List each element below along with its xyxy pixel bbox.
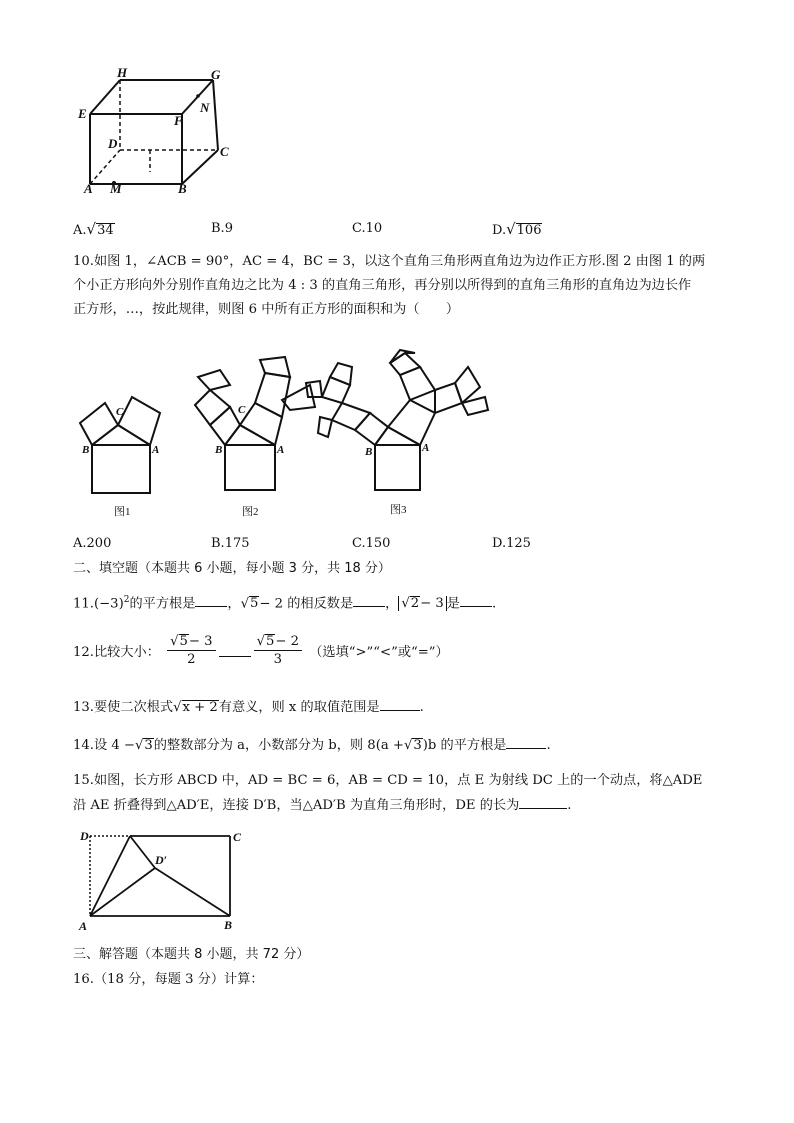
q9-option-a[interactable]: A.√34 bbox=[73, 220, 114, 238]
fig2-label-b: B bbox=[215, 444, 223, 456]
cuboid-label-b: B bbox=[178, 181, 187, 196]
q11-blank-1[interactable] bbox=[195, 594, 227, 607]
rectangle-fold-figure bbox=[75, 826, 250, 934]
q11-blank-3[interactable] bbox=[460, 594, 492, 607]
cuboid-label-f: F bbox=[174, 113, 183, 128]
fig1-label-c: C bbox=[116, 406, 124, 418]
cuboid-label-h: H bbox=[117, 65, 128, 80]
q14-blank[interactable] bbox=[506, 736, 546, 749]
q10-option-b[interactable]: B.175 bbox=[211, 536, 250, 551]
q15-blank[interactable] bbox=[519, 796, 567, 809]
fig3-label-a: A bbox=[422, 442, 430, 454]
rect-label-dprime: D′ bbox=[155, 853, 168, 867]
figure-2 bbox=[195, 357, 315, 490]
q11: $11.(-3)^2$的平方根是 ，√5− 2 的相反数是 ， √2− 3 是 . bbox=[73, 595, 497, 612]
cuboid-label-n: N bbox=[200, 100, 210, 115]
q13: 13.要使二次根式√x + 2有意义，则 x 的取值范围是 . bbox=[73, 700, 424, 715]
q16-heading: 16.（18 分，每题 3 分）计算： bbox=[73, 972, 264, 987]
q9-option-c-value: 10 bbox=[365, 221, 383, 236]
fig3-caption: 图3 bbox=[390, 504, 407, 516]
q11-blank-2[interactable] bbox=[353, 594, 385, 607]
cuboid-label-c: C bbox=[220, 144, 229, 159]
cuboid-label-e: E bbox=[78, 106, 87, 121]
fig1-caption: 图1 bbox=[114, 506, 131, 518]
fig1-label-b: B bbox=[82, 444, 90, 456]
q9-option-b-value: 9 bbox=[224, 221, 233, 236]
fig1-label-a: A bbox=[152, 444, 160, 456]
fig3-label-b: B bbox=[365, 446, 373, 458]
fig2-label-a: A bbox=[277, 444, 285, 456]
fig2-caption: 图2 bbox=[242, 506, 259, 518]
q9-option-a-value: 34 bbox=[97, 223, 114, 238]
q10-line-1: 10.如图 1，∠ACB = 90°，AC = 4，BC = 3，以这个直角三角形两直角边为边作正方形.图 2 由图 1 的两 bbox=[73, 254, 706, 269]
q9-option-b[interactable]: B.9 bbox=[211, 221, 233, 236]
rect-label-d: D bbox=[80, 829, 89, 843]
q10-line-2: 个小正方形向外分别作直角边之比为 4 : 3 的直角三角形，再分别以所得到的直角三角形的直角边为边长作 bbox=[73, 278, 692, 293]
q10-line-3: 正方形，…，按此规律，则图 6 中所有正方形的面积和为（ ） bbox=[73, 302, 460, 317]
q9-option-d[interactable]: D.√106 bbox=[492, 220, 542, 238]
cuboid-label-d: D bbox=[108, 136, 118, 151]
cuboid-label-a: A bbox=[84, 181, 93, 196]
q15-line-1: 15.如图，长方形 ABCD 中，AD = BC = 6，AB = CD = 10，点 E 为射线 DC 上的一个动点，将△ADE bbox=[73, 773, 703, 788]
q15-line-2: 沿 AE 折叠得到△AD′E，连接 D′B，当△AD′B 为直角三角形时，DE 的长为 . bbox=[73, 798, 572, 813]
cuboid-figure bbox=[70, 62, 245, 197]
q10-option-d[interactable]: D.125 bbox=[492, 536, 531, 551]
q12-fraction-1: $\frac{√5- 3}{2}$ bbox=[167, 633, 215, 668]
q10-figures bbox=[70, 345, 510, 525]
q9-option-c[interactable]: C.10 bbox=[352, 221, 383, 236]
q12-blank[interactable] bbox=[219, 644, 251, 657]
q13-blank[interactable] bbox=[380, 698, 420, 711]
rect-label-a: A bbox=[79, 919, 88, 933]
figure-3 bbox=[306, 350, 488, 490]
rect-label-c: C bbox=[233, 830, 242, 844]
cuboid-label-m: M bbox=[110, 181, 122, 196]
q14: 14.设 4 −√3的整数部分为 a，小数部分为 b，则 8(a +√3)b 的平方根是 . bbox=[73, 738, 551, 753]
fig2-label-c: C bbox=[238, 404, 246, 416]
section-3-heading: 三、解答题（本题共 8 小题，共 72 分） bbox=[73, 947, 310, 962]
q10-option-a[interactable]: A.200 bbox=[73, 536, 112, 551]
section-2-heading: 二、填空题（本题共 6 小题，每小题 3 分，共 18 分） bbox=[73, 561, 391, 576]
q12-fraction-2: $\frac{√5- 2}{3}$ bbox=[254, 633, 302, 668]
q12: 12.比较大小： $\frac{√5- 3}{2}$ $\frac{√5- 2}{3}$ （选填“>”“<”或“=”） bbox=[73, 634, 449, 667]
q10-option-c[interactable]: C.150 bbox=[352, 536, 391, 551]
cuboid-label-g: G bbox=[211, 67, 221, 82]
q9-option-d-value: 106 bbox=[516, 223, 542, 238]
rect-label-b: B bbox=[224, 918, 233, 932]
